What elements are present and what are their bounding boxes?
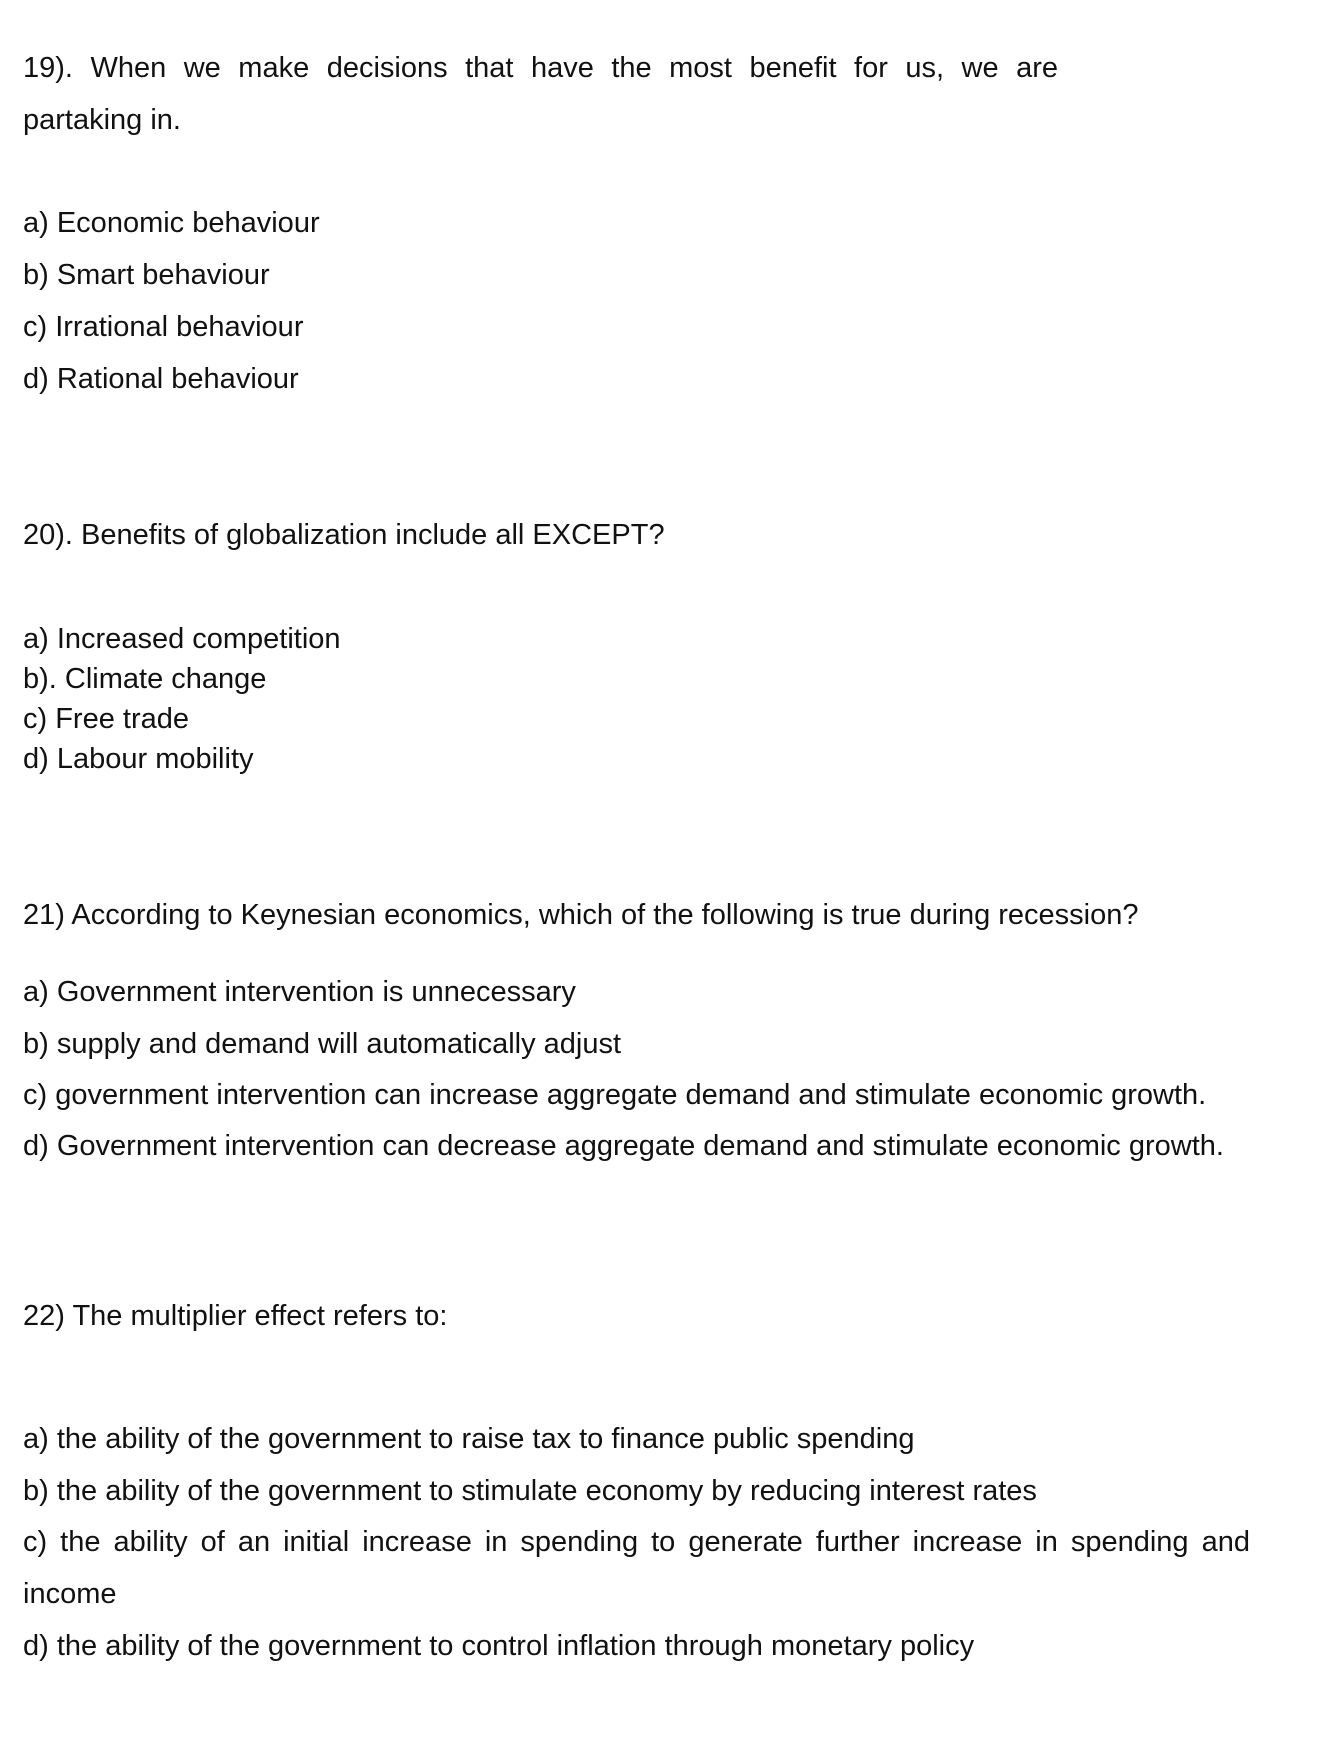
question-20-text: 20). Benefits of globalization include all EXCEPT? bbox=[23, 519, 665, 551]
question-20-option-b: b). Climate change bbox=[23, 663, 267, 695]
word: that bbox=[465, 52, 514, 84]
word: decisions bbox=[326, 52, 448, 84]
question-22-option-b: b) the ability of the government to stimulate economy by reducing interest rates bbox=[23, 1475, 1037, 1507]
word: initial bbox=[283, 1526, 350, 1558]
word: most bbox=[669, 52, 732, 84]
question-19-text-line-2: partaking in. bbox=[23, 104, 181, 136]
question-22-option-c-line-1 bbox=[23, 1525, 1250, 1559]
question-19-option-c: c) Irrational behaviour bbox=[23, 311, 304, 343]
question-22-option-a: a) the ability of the government to raise tax to finance public spending bbox=[23, 1423, 915, 1455]
question-20-option-c: c) Free trade bbox=[23, 703, 189, 735]
word: have bbox=[530, 52, 594, 84]
question-20-option-d: d) Labour mobility bbox=[23, 743, 254, 775]
word: spending bbox=[520, 1526, 639, 1558]
word: further bbox=[815, 1526, 900, 1558]
word: 19). bbox=[23, 52, 73, 84]
word: generate bbox=[688, 1526, 803, 1558]
question-22-text: 22) The multiplier effect refers to: bbox=[23, 1300, 448, 1332]
word: we bbox=[961, 52, 999, 84]
question-19-option-d: d) Rational behaviour bbox=[23, 363, 299, 395]
word: we bbox=[183, 52, 221, 84]
word: us, bbox=[905, 52, 945, 84]
question-21-option-d: d) Government intervention can decrease aggregate demand and stimulate economic growth. bbox=[23, 1130, 1224, 1162]
word: ability bbox=[113, 1526, 188, 1558]
word: spending bbox=[1070, 1526, 1189, 1558]
question-20-option-a: a) Increased competition bbox=[23, 623, 341, 655]
word: to bbox=[651, 1526, 676, 1558]
word: the bbox=[611, 52, 652, 84]
word: are bbox=[1016, 52, 1058, 84]
question-22-option-d: d) the ability of the government to control inflation through monetary policy bbox=[23, 1630, 975, 1662]
word: in bbox=[1035, 1526, 1058, 1558]
word: in bbox=[484, 1526, 508, 1558]
word: increase bbox=[362, 1526, 472, 1558]
question-21-option-a: a) Government intervention is unnecessary bbox=[23, 976, 576, 1008]
word: and bbox=[1201, 1526, 1250, 1558]
word: increase bbox=[912, 1526, 1023, 1558]
word: make bbox=[238, 52, 310, 84]
question-19-option-b: b) Smart behaviour bbox=[23, 259, 270, 291]
question-19-option-a: a) Economic behaviour bbox=[23, 207, 320, 239]
question-19-text-line-1 bbox=[23, 51, 1058, 85]
question-21-text: 21) According to Keynesian economics, which of the following is true during recession? bbox=[23, 899, 1139, 931]
question-21-option-b: b) supply and demand will automatically adjust bbox=[23, 1028, 622, 1060]
question-22-option-c-line-2: income bbox=[23, 1578, 117, 1610]
word: for bbox=[854, 52, 888, 84]
word: the bbox=[60, 1526, 101, 1558]
word: benefit bbox=[749, 52, 837, 84]
word: an bbox=[237, 1526, 271, 1558]
word: c) bbox=[23, 1526, 48, 1558]
word: When bbox=[90, 52, 167, 84]
word: of bbox=[200, 1526, 225, 1558]
question-21-option-c: c) government intervention can increase aggregate demand and stimulate economic growth. bbox=[23, 1079, 1207, 1111]
